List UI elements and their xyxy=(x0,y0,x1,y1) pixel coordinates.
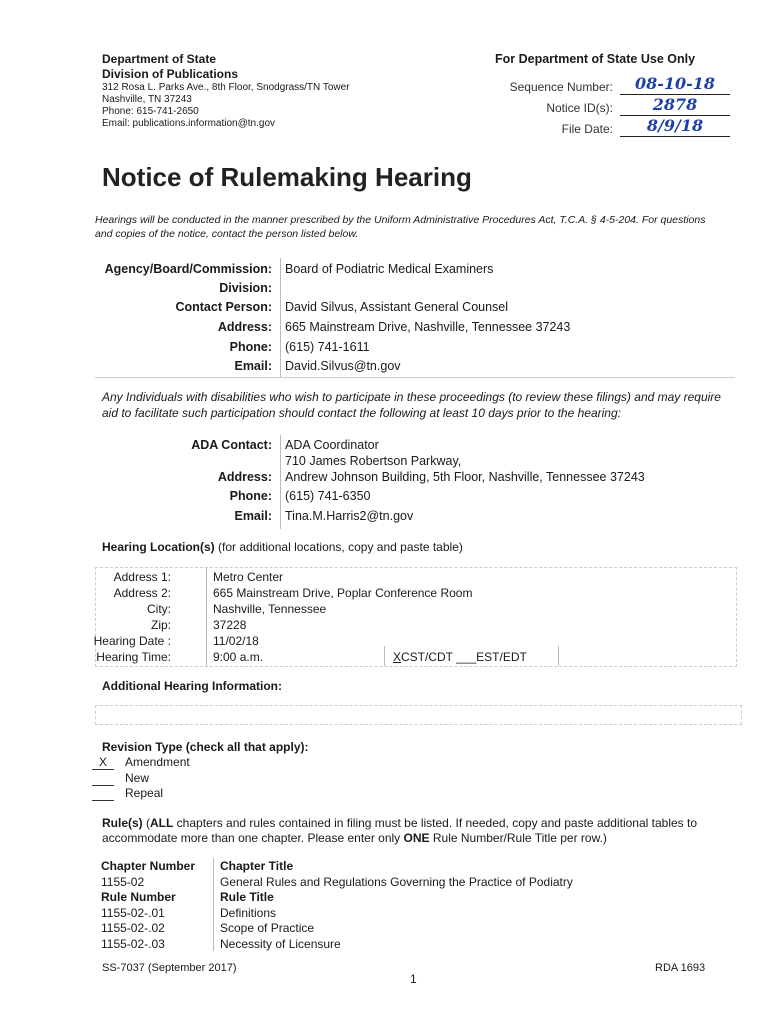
revision-options xyxy=(92,755,292,802)
ada-email-value: Tina.M.Harris2@tn.gov xyxy=(285,509,414,523)
revision-repeal-mark[interactable] xyxy=(92,786,114,801)
rules-table-header-chapter xyxy=(95,858,735,874)
notice-value: 2878 xyxy=(620,95,730,116)
dept-name: Department of State xyxy=(102,52,217,66)
rules-note-bold3: ONE xyxy=(403,831,430,845)
table-row xyxy=(95,936,735,952)
loc-value-address1: Metro Center xyxy=(213,570,284,584)
notice-row xyxy=(495,95,745,116)
additional-info-box[interactable] xyxy=(95,705,742,725)
agency-bottom-rule xyxy=(95,377,735,378)
tz-cst-mark[interactable]: X xyxy=(393,650,402,664)
email-value: David.Silvus@tn.gov xyxy=(285,359,401,373)
tz-est-label: EST/EDT xyxy=(476,650,527,664)
ada-contact-label: ADA Contact: xyxy=(191,438,272,452)
tz-cst-label: CST/CDT xyxy=(401,650,453,664)
ada-contact-value: ADA Coordinator xyxy=(285,438,379,452)
sequence-row xyxy=(495,74,745,95)
ada-phone-label: Phone: xyxy=(229,489,272,503)
intro-text: Hearings will be conducted in the manner prescribed by the Uniform Administrative Procedures Act, T.C.A. § 4-5-204. For questions and copies of the notice, contact the person listed below. xyxy=(95,214,706,240)
hearing-heading: Hearing Location(s) xyxy=(102,540,215,554)
revision-amendment[interactable] xyxy=(92,755,292,771)
sequence-label: Sequence Number: xyxy=(509,80,613,94)
loc-label-time: Hearing Time: xyxy=(96,650,171,664)
filedate-value: 8/9/18 xyxy=(620,116,730,137)
loc-value-time: 9:00 a.m. xyxy=(213,650,264,664)
timezone-selector[interactable] xyxy=(393,650,527,664)
revision-amendment-label: Amendment xyxy=(125,755,190,769)
loc-label-date: Hearing Date : xyxy=(93,634,171,648)
rule-title: Definitions xyxy=(220,905,277,920)
rule-number-header: Rule Number xyxy=(101,890,176,904)
rda-number: RDA 1693 xyxy=(655,962,706,974)
contact-value: David Silvus, Assistant General Counsel xyxy=(285,300,509,314)
hearing-heading-row xyxy=(102,540,463,554)
rules-note-t1: ( xyxy=(142,816,151,830)
ada-note: Any Individuals with disabilities who wish to participate in these proceedings (to review these filings) and may require aid to facilitate such participation should contact the following at least 10 days prior to the hearing: xyxy=(102,390,721,420)
revision-heading: Revision Type (check all that apply): xyxy=(102,740,309,754)
rule-number: 1155-02-.02 xyxy=(101,921,165,935)
ada-email-label: Email: xyxy=(234,509,272,523)
tz-divider-right xyxy=(558,646,559,666)
revision-repeal[interactable] xyxy=(92,786,292,802)
ada-address-label: Address: xyxy=(217,470,272,484)
dept-city: Nashville, TN 37243 xyxy=(102,94,192,105)
rules-table-header-rule xyxy=(95,889,735,905)
filedate-label: File Date: xyxy=(561,122,613,136)
loc-value-zip: 37228 xyxy=(213,618,247,632)
revision-new[interactable] xyxy=(92,771,292,787)
chapter-number: 1155-02 xyxy=(101,874,145,889)
address-value: 665 Mainstream Drive, Nashville, Tennessee 37243 xyxy=(285,320,571,334)
division-label: Division: xyxy=(219,281,272,295)
loc-label-city: City: xyxy=(147,602,171,616)
table-row xyxy=(95,905,735,921)
phone-value: (615) 741-1611 xyxy=(285,340,370,354)
hearing-heading-note: (for additional locations, copy and paste table) xyxy=(218,540,463,554)
ada-address-value: Andrew Johnson Building, 5th Floor, Nashville, Tennessee 37243 xyxy=(285,470,645,484)
chapter-title: General Rules and Regulations Governing the Practice of Podiatry xyxy=(220,874,573,889)
rules-note-bold1: Rule(s) xyxy=(102,816,143,830)
rules-table xyxy=(95,858,735,951)
loc-value-date: 11/02/18 xyxy=(213,634,259,648)
address-label: Address: xyxy=(217,320,272,334)
revision-amendment-mark[interactable]: X xyxy=(92,755,114,770)
loc-label-address2: Address 2: xyxy=(113,586,171,600)
revision-new-mark[interactable] xyxy=(92,771,114,786)
page-title: Notice of Rulemaking Hearing xyxy=(102,162,472,192)
ada-contact-line2: 710 James Robertson Parkway, xyxy=(285,454,462,468)
agency-divider xyxy=(280,258,281,378)
table-row xyxy=(95,874,735,890)
rule-number: 1155-02-.03 xyxy=(101,936,165,951)
email-label: Email: xyxy=(234,359,272,373)
rule-title: Scope of Practice xyxy=(220,921,315,935)
revision-new-label: New xyxy=(125,770,150,785)
form-number: SS-7037 (September 2017) xyxy=(102,962,237,974)
rules-note-bold2: ALL xyxy=(150,816,174,830)
table-row xyxy=(95,920,735,936)
ada-divider xyxy=(280,435,281,529)
agency-label: Agency/Board/Commission: xyxy=(104,262,272,276)
tz-divider-left xyxy=(384,646,385,666)
hearing-location-table xyxy=(95,567,737,667)
phone-label: Phone: xyxy=(229,340,272,354)
office-use-title: For Department of State Use Only xyxy=(495,52,696,66)
dept-email: Email: publications.information@tn.gov xyxy=(102,118,276,129)
rule-title: Necessity of Licensure xyxy=(220,936,341,951)
ada-phone-value: (615) 741-6350 xyxy=(285,489,371,503)
loc-value-address2: 665 Mainstream Drive, Poplar Conference Room xyxy=(213,586,473,600)
chapter-title-header: Chapter Title xyxy=(220,859,294,873)
notice-label: Notice ID(s): xyxy=(546,101,613,115)
page-number: 1 xyxy=(410,972,417,986)
additional-heading: Additional Hearing Information: xyxy=(102,679,282,693)
rules-note-t2: chapters and rules contained in filing must be listed. If needed, copy and paste additional tables to accommodate more than one chapter. Please enter only xyxy=(102,816,698,845)
rules-note-t3: Rule Number/Rule Title per row.) xyxy=(429,831,607,845)
loc-label-address1: Address 1: xyxy=(113,570,171,584)
division-name: Division of Publications xyxy=(102,67,239,81)
contact-label: Contact Person: xyxy=(175,300,272,314)
loc-value-city: Nashville, Tennessee xyxy=(213,602,327,616)
dept-address: 312 Rosa L. Parks Ave., 8th Floor, Snodgrass/TN Tower xyxy=(102,82,350,93)
loc-label-zip: Zip: xyxy=(150,618,171,632)
rule-title-header: Rule Title xyxy=(220,890,274,904)
dept-phone: Phone: 615-741-2650 xyxy=(102,106,199,117)
filedate-row xyxy=(495,116,745,137)
sequence-value: 08-10-18 xyxy=(620,74,730,95)
chapter-number-header: Chapter Number xyxy=(101,859,196,873)
rule-number: 1155-02-.01 xyxy=(101,905,165,920)
revision-repeal-label: Repeal xyxy=(125,786,164,800)
loc-divider xyxy=(206,568,207,666)
agency-header xyxy=(102,52,350,130)
tz-est-mark[interactable]: ___ xyxy=(456,650,477,664)
rules-note xyxy=(102,816,732,846)
agency-value: Board of Podiatric Medical Examiners xyxy=(285,262,494,276)
office-use-box xyxy=(495,52,745,137)
